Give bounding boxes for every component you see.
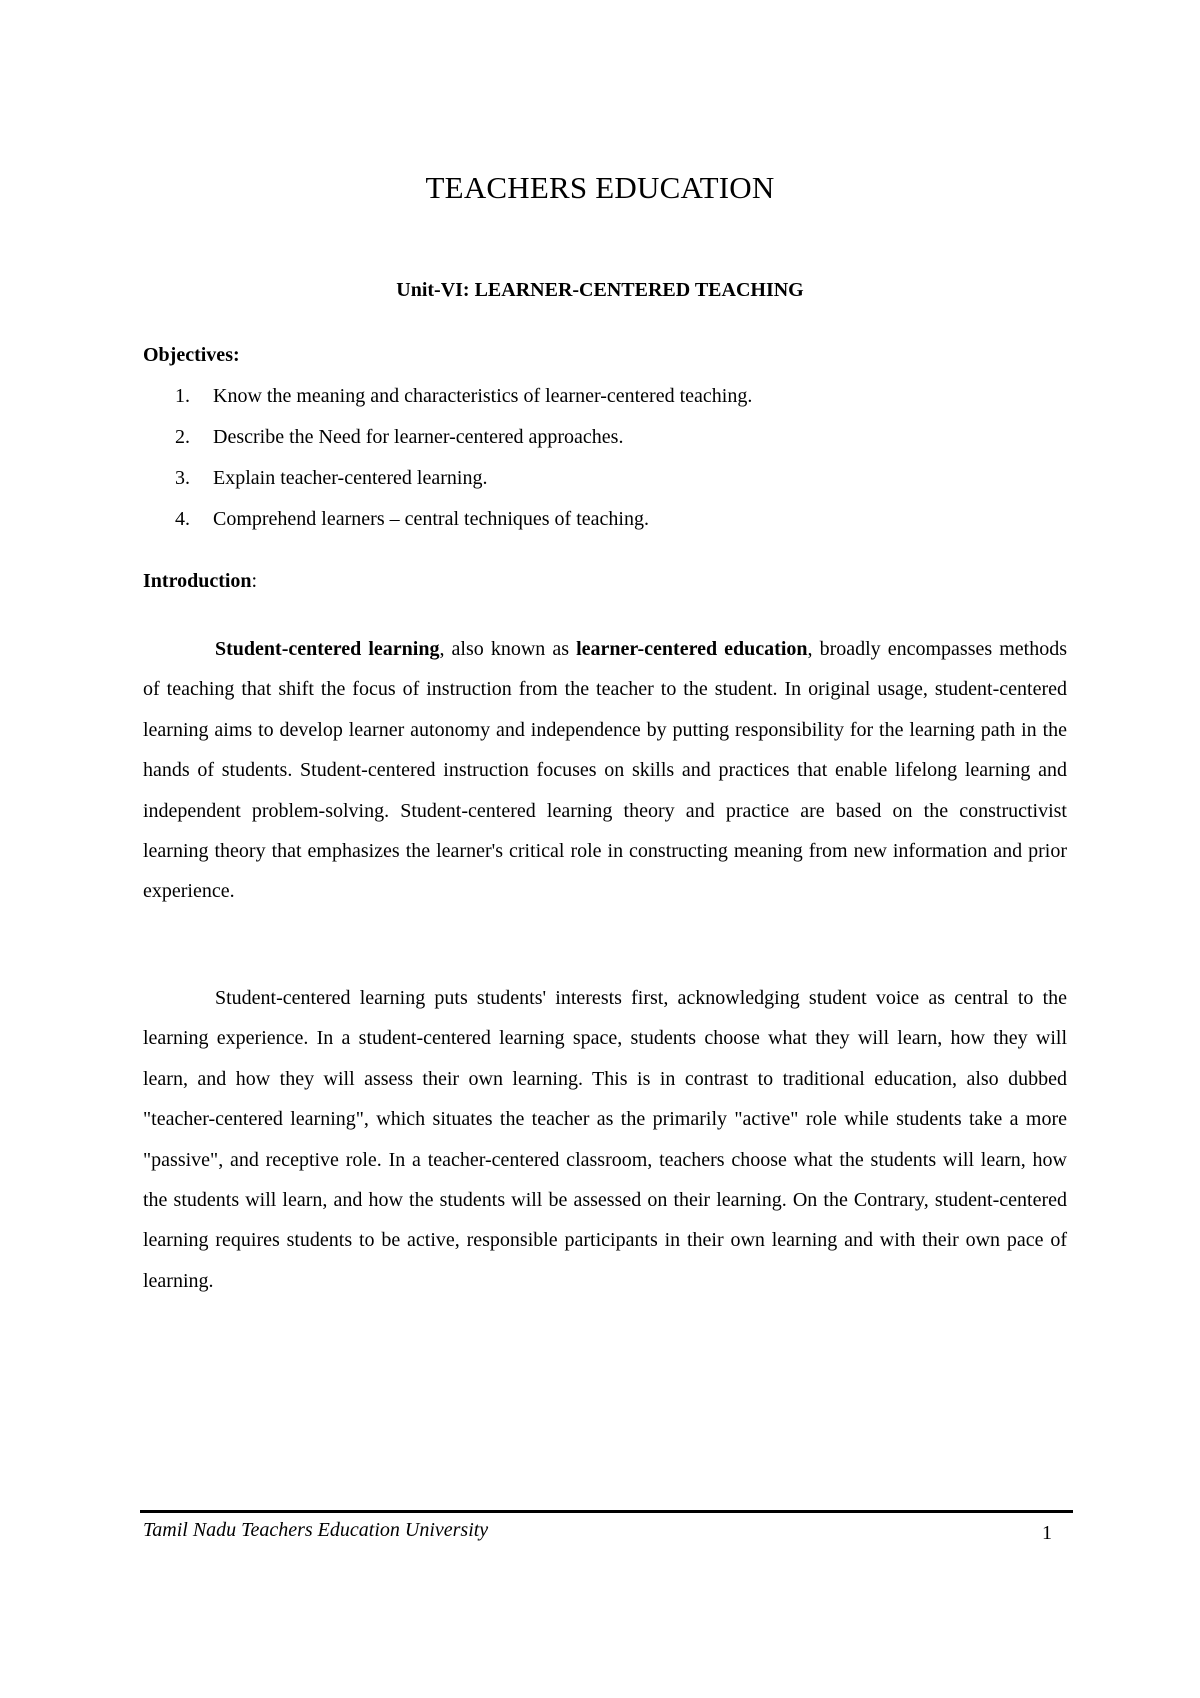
paragraph-1-text-b: , broadly encompasses methods of teaching that shift the focus of instruction from the teacher to the student. In original usage, student-centered learning aims to develop learner autonomy and independence by putting responsibility for the learning path in the hands of students. Student-centered instruction focuses on skills and practices that enable lifelong learning and independent problem-solving. Student-centered learning theory and practice are based on the constructivist learning theory that emphasizes the learner's critical role in constructing meaning from new information and prior experience. xyxy=(143,638,1068,903)
objective-item xyxy=(143,423,752,464)
term-student-centered-learning: Student-centered learning xyxy=(215,638,440,660)
footer-divider xyxy=(140,1510,1073,1513)
objective-item xyxy=(143,505,752,546)
objective-item xyxy=(143,382,752,423)
objective-number: 4. xyxy=(175,508,190,530)
introduction-heading-text: Introduction xyxy=(143,570,252,592)
introduction-paragraph-2: Student-centered learning puts students' interests first, acknowledging student voice as central to the learning experience. In a student-centered learning space, students choose what they will learn, how they will learn, and how they will assess their own learning. This is in contrast to traditional education, also dubbed "teacher-centered learning", which situates the teacher as the primarily "active" role while students take a more "passive", and receptive role. In a teacher-centered classroom, teachers choose what the students will learn, how the students will learn, and how the students will be assessed on their learning. On the Contrary, student-centered learning requires students to be active, responsible participants in their own learning and with their own pace of learning. xyxy=(143,987,1067,1292)
introduction-paragraph-1 xyxy=(143,629,1067,912)
document-title: TEACHERS EDUCATION xyxy=(425,170,775,205)
objective-number: 3. xyxy=(175,467,190,489)
introduction-heading xyxy=(143,567,257,595)
term-learner-centered-education: learner-centered education xyxy=(576,638,808,660)
objective-text: Describe the Need for learner-centered approaches. xyxy=(213,426,624,448)
objective-text: Comprehend learners – central techniques of teaching. xyxy=(213,508,649,530)
objectives-list xyxy=(143,382,752,546)
unit-title: Unit-VI: LEARNER-CENTERED TEACHING xyxy=(396,279,804,301)
footer-institution: Tamil Nadu Teachers Education University xyxy=(143,1519,489,1541)
page-number: 1 xyxy=(1042,1522,1052,1544)
objective-number: 2. xyxy=(175,426,190,448)
objective-text: Explain teacher-centered learning. xyxy=(213,467,488,489)
objective-number: 1. xyxy=(175,385,190,407)
objectives-heading: Objectives: xyxy=(143,344,240,366)
introduction-heading-colon: : xyxy=(251,570,258,592)
paragraph-1-text-a: , also known as xyxy=(439,638,577,660)
objective-text: Know the meaning and characteristics of learner-centered teaching. xyxy=(213,385,753,407)
objective-item xyxy=(143,464,752,505)
